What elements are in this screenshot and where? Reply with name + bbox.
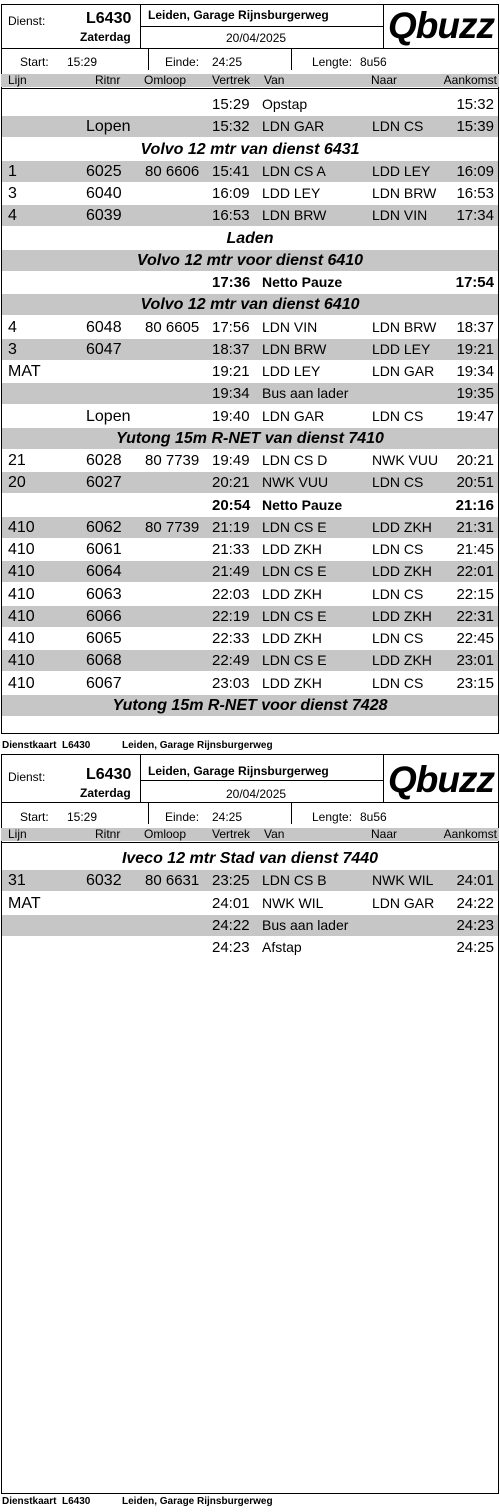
location-name: Leiden, Garage Rijnsburgerweg <box>148 764 329 778</box>
day-label: Zaterdag <box>80 786 131 800</box>
lengte-value: 8u56 <box>360 55 387 69</box>
line-number: 410 <box>8 518 35 536</box>
to-stop: LDN CS <box>372 630 424 646</box>
line-number: 31 <box>8 872 26 890</box>
einde-label: Einde: <box>165 810 200 824</box>
trip-number: 6032 <box>86 872 122 890</box>
from-stop: LDN CS E <box>262 607 327 624</box>
schedule-row <box>2 584 498 605</box>
schedule-row <box>2 517 498 538</box>
line-number: MAT <box>8 363 41 380</box>
to-stop: LDN GAR <box>372 894 435 911</box>
departure-time: 15:41 <box>212 162 250 180</box>
schedule-row <box>2 673 498 694</box>
from-stop: LDD ZKH <box>262 541 322 557</box>
dienst-code: L6430 <box>86 10 132 27</box>
departure-time: 19:49 <box>212 452 250 469</box>
line-number: 410 <box>8 563 35 581</box>
arrival-time: 23:15 <box>456 674 494 692</box>
start-time: 15:29 <box>67 55 98 69</box>
departure-time: 23:03 <box>212 674 250 692</box>
arrival-time: 23:01 <box>456 652 494 670</box>
start-label: Start: <box>20 55 49 69</box>
einde-label: Einde: <box>165 55 200 69</box>
line-number: 410 <box>8 541 35 558</box>
arrival-time: 22:45 <box>456 630 494 647</box>
trip-number: Lopen <box>86 118 131 136</box>
qbuzz-logo: Qbuzz <box>388 5 494 46</box>
departure-time: 20:54 <box>212 496 251 514</box>
arrival-time: 24:25 <box>456 939 494 956</box>
departure-time: 20:21 <box>212 474 250 492</box>
start-label: Start: <box>20 810 49 824</box>
from-stop: LDN CS E <box>262 652 327 669</box>
footer-code: L6430 <box>62 740 91 751</box>
schedule-row <box>2 183 498 204</box>
trip-number: 6027 <box>86 474 122 492</box>
trip-number: 6063 <box>86 585 122 603</box>
schedule-row <box>2 915 498 936</box>
departure-time: 17:36 <box>212 274 251 291</box>
departure-time: 16:53 <box>212 207 250 225</box>
to-stop: LDD ZKH <box>372 607 432 624</box>
trip-number: 6067 <box>86 674 122 692</box>
schedule-row <box>2 161 498 182</box>
from-stop: LDD ZKH <box>262 630 322 646</box>
day-label: Zaterdag <box>80 30 131 44</box>
departure-time: 17:56 <box>212 318 250 336</box>
from-stop: LDN CS A <box>262 162 326 179</box>
schedule-row <box>2 116 498 137</box>
arrival-time: 19:34 <box>456 363 494 380</box>
col-lijn: Lijn <box>8 73 27 87</box>
arrival-time: 16:09 <box>456 162 494 180</box>
schedule-row <box>2 937 498 958</box>
arrival-time: 19:21 <box>456 340 494 358</box>
block-number: 80 7739 <box>145 518 200 536</box>
block-number: 80 7739 <box>145 452 200 469</box>
arrival-time: 24:23 <box>456 916 494 934</box>
schedule-row <box>2 205 498 226</box>
col-omloop: Omloop <box>144 73 187 87</box>
from-stop: LDN CS E <box>262 518 327 535</box>
arrival-time: 22:31 <box>456 607 494 625</box>
from-stop: LDN CS E <box>262 563 327 580</box>
departure-time: 21:49 <box>212 563 250 581</box>
departure-time: 23:25 <box>212 872 250 890</box>
trip-number: 6028 <box>86 452 122 469</box>
schedule-row <box>2 317 498 338</box>
col-lijn: Lijn <box>8 827 27 841</box>
from-stop: Bus aan lader <box>262 916 349 933</box>
to-stop: LDN CS <box>372 407 424 424</box>
block-number: 80 6631 <box>145 872 200 890</box>
dienst-code: L6430 <box>86 766 132 783</box>
to-stop: NWK WIL <box>372 872 434 889</box>
column-header <box>1 74 499 87</box>
from-stop: Opstap <box>262 96 308 112</box>
trip-number: 6047 <box>86 340 122 358</box>
schedule-row <box>2 650 498 671</box>
schedule-row <box>2 383 498 404</box>
trip-number: 6040 <box>86 185 122 202</box>
col-vertrek: Vertrek <box>212 827 251 841</box>
from-stop: LDD ZKH <box>262 585 322 602</box>
arrival-time: 22:15 <box>456 585 494 603</box>
to-stop: LDN GAR <box>372 363 435 379</box>
schedule-row <box>2 406 498 427</box>
schedule-row <box>2 361 498 382</box>
departure-time: 22:33 <box>212 630 250 647</box>
departure-time: 19:21 <box>212 363 250 380</box>
pause-row <box>2 272 498 293</box>
start-time: 15:29 <box>67 810 98 824</box>
departure-time: 19:40 <box>212 407 250 425</box>
departure-time: 16:09 <box>212 185 250 202</box>
dienst-label: Dienst: <box>8 770 46 784</box>
to-stop: LDN BRW <box>372 318 437 335</box>
section-heading: Yutong 15m R-NET voor dienst 7428 <box>2 695 498 716</box>
from-stop: LDN CS B <box>262 872 327 889</box>
from-stop: NWK VUU <box>262 474 329 491</box>
lengte-label: Lengte: <box>312 55 353 69</box>
footer-title: Dienstkaart <box>2 740 57 751</box>
col-vertrek: Vertrek <box>212 73 251 87</box>
line-number: 1 <box>8 162 17 180</box>
line-number: 410 <box>8 630 35 647</box>
trip-number: 6065 <box>86 630 122 647</box>
from-stop: LDD ZKH <box>262 674 322 691</box>
arrival-time: 24:01 <box>456 872 494 890</box>
col-naar: Naar <box>371 827 398 841</box>
line-number: 4 <box>8 207 17 225</box>
location-name: Leiden, Garage Rijnsburgerweg <box>148 8 329 22</box>
col-aankomst: Aankomst <box>443 73 497 87</box>
schedule-row <box>2 539 498 560</box>
arrival-time: 24:22 <box>456 894 494 912</box>
schedule-row <box>2 893 498 914</box>
schedule-row <box>2 339 498 360</box>
einde-time: 24:25 <box>212 810 243 824</box>
section-heading: Iveco 12 mtr Stad van dienst 7440 <box>121 850 379 867</box>
section-heading: Volvo 12 mtr van dienst 6431 <box>140 140 360 158</box>
arrival-time: 22:01 <box>456 563 494 581</box>
qbuzz-logo: Qbuzz <box>388 759 494 800</box>
line-number: 3 <box>8 185 17 202</box>
block-number: 80 6605 <box>145 318 200 336</box>
col-ritnr: Ritnr <box>95 73 121 87</box>
departure-time: 24:01 <box>212 894 250 912</box>
to-stop: LDN VIN <box>372 207 428 224</box>
arrival-time: 21:16 <box>455 496 494 514</box>
arrival-time: 20:51 <box>456 474 494 492</box>
lengte-label: Lengte: <box>312 810 353 824</box>
col-van: Van <box>264 827 285 841</box>
col-van: Van <box>264 73 285 87</box>
trip-number: 6068 <box>86 652 122 670</box>
departure-time: 22:03 <box>212 585 250 603</box>
date-label: 20/04/2025 <box>226 31 287 45</box>
to-stop: LDN CS <box>372 674 424 691</box>
trip-number: 6066 <box>86 607 122 625</box>
to-stop: LDD ZKH <box>372 518 432 535</box>
trip-number: 6048 <box>86 318 122 336</box>
lengte-value: 8u56 <box>360 810 387 824</box>
arrival-time: 17:34 <box>456 207 494 225</box>
footer-code: L6430 <box>62 1496 91 1507</box>
line-number: 410 <box>8 652 35 670</box>
from-stop: Bus aan lader <box>262 385 349 402</box>
from-stop: LDD LEY <box>262 363 321 379</box>
col-omloop: Omloop <box>144 827 187 841</box>
section-heading: Volvo 12 mtr voor dienst 6410 <box>2 250 498 271</box>
to-stop: LDN CS <box>372 585 424 602</box>
arrival-time: 17:54 <box>455 274 494 291</box>
departure-time: 19:34 <box>212 385 250 403</box>
to-stop: LDN CS <box>372 474 424 491</box>
section-heading: Volvo 12 mtr van dienst 6410 <box>2 294 498 315</box>
schedule-row <box>2 606 498 627</box>
from-stop: LDN BRW <box>262 207 327 224</box>
arrival-time: 15:39 <box>456 118 494 136</box>
trip-number: 6062 <box>86 518 122 536</box>
to-stop: LDD ZKH <box>372 563 432 580</box>
trip-number: 6025 <box>86 162 122 180</box>
date-label: 20/04/2025 <box>226 787 287 801</box>
trip-number: 6039 <box>86 207 122 225</box>
dienst-label: Dienst: <box>8 14 46 28</box>
arrival-time: 19:47 <box>456 407 494 425</box>
footer-title: Dienstkaart <box>2 1496 57 1507</box>
from-stop: LDN GAR <box>262 118 325 135</box>
from-stop: NWK WIL <box>262 894 324 911</box>
departure-time: 22:19 <box>212 607 250 625</box>
col-ritnr: Ritnr <box>95 827 121 841</box>
line-number: 410 <box>8 674 35 692</box>
pause-row <box>2 495 498 516</box>
column-header <box>1 828 499 841</box>
to-stop: LDD LEY <box>372 162 431 179</box>
from-stop: Afstap <box>262 939 302 955</box>
schedule-row <box>2 472 498 493</box>
departure-time: 24:22 <box>212 916 250 934</box>
arrival-time: 20:21 <box>456 452 494 469</box>
to-stop: NWK VUU <box>372 452 439 468</box>
schedule-row <box>2 561 498 582</box>
arrival-time: 21:45 <box>456 541 494 558</box>
col-aankomst: Aankomst <box>443 827 497 841</box>
departure-time: 15:32 <box>212 118 250 136</box>
departure-time: 18:37 <box>212 340 250 358</box>
line-number: MAT <box>8 894 41 912</box>
trip-number: Lopen <box>86 407 131 425</box>
to-stop: LDN CS <box>372 118 424 135</box>
arrival-time: 21:31 <box>456 518 494 536</box>
departure-time: 21:33 <box>212 541 250 558</box>
to-stop: LDD ZKH <box>372 652 432 669</box>
footer-location: Leiden, Garage Rijnsburgerweg <box>122 1496 273 1507</box>
schedule-row <box>2 870 498 891</box>
arrival-time: 19:35 <box>456 385 494 403</box>
line-number: 3 <box>8 340 17 358</box>
schedule-row <box>2 628 498 649</box>
line-number: 410 <box>8 585 35 603</box>
einde-time: 24:25 <box>212 55 243 69</box>
schedule-row <box>2 94 498 115</box>
trip-number: 6064 <box>86 563 122 581</box>
to-stop: LDN CS <box>372 541 424 557</box>
from-stop: LDN CS D <box>262 452 328 468</box>
trip-number: 6061 <box>86 541 122 558</box>
arrival-time: 15:32 <box>456 96 494 113</box>
line-number: 21 <box>8 452 26 469</box>
arrival-time: 18:37 <box>456 318 494 336</box>
departure-time: 22:49 <box>212 652 250 670</box>
from-stop: LDN VIN <box>262 318 318 335</box>
line-number: 410 <box>8 607 35 625</box>
line-number: 20 <box>8 474 26 492</box>
from-stop: LDD LEY <box>262 185 321 201</box>
departure-time: 24:23 <box>212 939 250 956</box>
section-heading: Laden <box>226 229 274 247</box>
line-number: 4 <box>8 318 17 336</box>
departure-time: 15:29 <box>212 96 250 113</box>
from-stop: LDN BRW <box>262 340 327 357</box>
to-stop: LDD LEY <box>372 340 431 357</box>
pause-label: Netto Pauze <box>262 496 343 513</box>
col-naar: Naar <box>371 73 398 87</box>
section-heading: Yutong 15m R-NET van dienst 7410 <box>2 428 498 449</box>
pause-label: Netto Pauze <box>262 274 343 290</box>
to-stop: LDN BRW <box>372 185 437 201</box>
footer-location: Leiden, Garage Rijnsburgerweg <box>122 740 273 751</box>
departure-time: 21:19 <box>212 518 250 536</box>
schedule-row <box>2 450 498 471</box>
from-stop: LDN GAR <box>262 407 325 424</box>
block-number: 80 6606 <box>145 162 200 180</box>
arrival-time: 16:53 <box>456 185 494 202</box>
